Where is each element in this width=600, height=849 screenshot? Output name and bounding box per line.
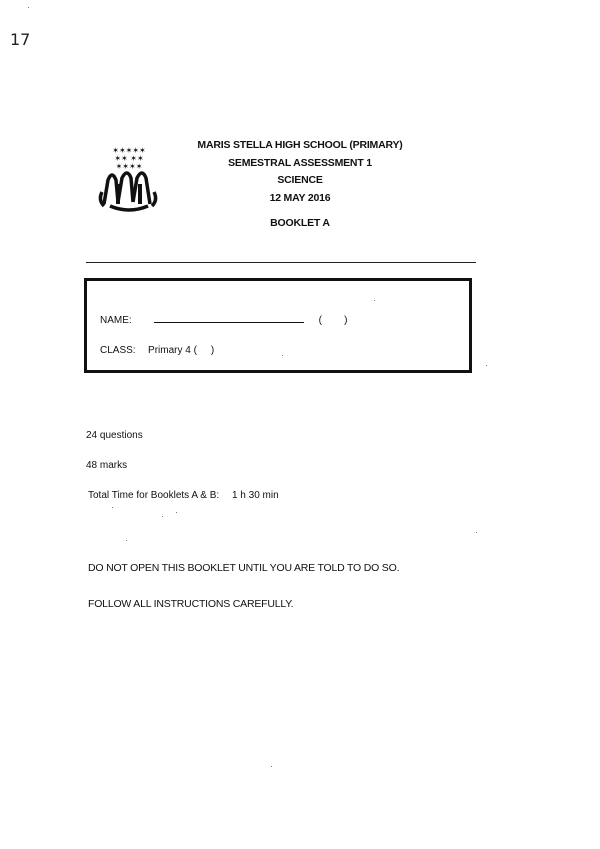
name-label: NAME: (100, 315, 132, 326)
student-details-box (84, 278, 472, 373)
subject-title: SCIENCE (277, 174, 323, 186)
name-row (100, 310, 347, 328)
class-row (100, 340, 214, 358)
total-time-row (88, 490, 279, 501)
header-divider (86, 262, 476, 263)
class-label: CLASS: (100, 345, 136, 356)
assessment-title: SEMESTRAL ASSESSMENT 1 (228, 157, 372, 169)
instruction-do-not-open: DO NOT OPEN THIS BOOKLET UNTIL YOU ARE TOLD TO DO SO. (88, 562, 400, 574)
page-number-mark: 17 (10, 30, 31, 49)
svg-text:✶✶ ✶✶: ✶✶ ✶✶ (114, 154, 144, 163)
name-blank-line[interactable] (154, 312, 304, 323)
exam-date: 12 MAY 2016 (269, 192, 331, 204)
question-count: 24 questions (86, 430, 143, 441)
total-time-label: Total Time for Booklets A & B: (88, 490, 220, 501)
booklet-label: BOOKLET A (270, 217, 330, 229)
class-value: Primary 4 ( ) (148, 345, 215, 356)
total-marks: 48 marks (86, 460, 128, 471)
total-time-value: 1 h 30 min (231, 490, 279, 501)
svg-text:✶✶✶✶✶: ✶✶✶✶✶ (112, 146, 146, 155)
register-number-paren: ( ) (318, 315, 348, 326)
instruction-follow-carefully: FOLLOW ALL INSTRUCTIONS CAREFULLY. (88, 598, 294, 610)
svg-text:✶✶✶✶: ✶✶✶✶ (115, 162, 143, 171)
school-name: MARIS STELLA HIGH SCHOOL (PRIMARY) (197, 139, 403, 151)
